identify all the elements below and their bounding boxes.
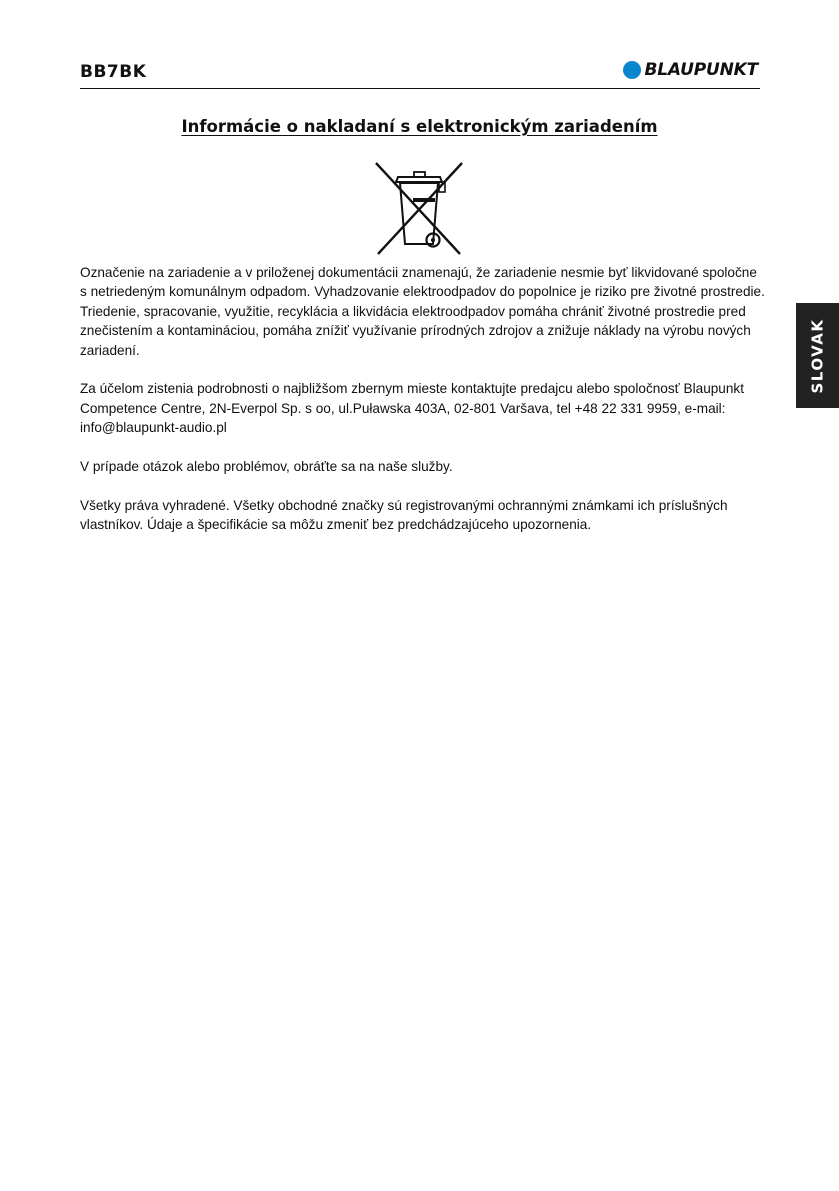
language-tab-label: SLOVAK xyxy=(808,318,827,393)
model-number: BB7BK xyxy=(80,62,147,82)
paragraph-service-info: V prípade otázok alebo problémov, obráťte sa na naše služby. xyxy=(80,459,453,475)
page-header xyxy=(80,56,760,89)
paragraph-disposal-info: Označenie na zariadenie a v priloženej dokumentácii znamenajú, že zariadenie nesmie byť likvidované spoločne s netriedeným komunálnym odpadom. Vyhadzovanie elektroodpadov do popolnice je riziko pre životné prostredie. Triedenie, spracovanie, využitie, recyklácia a likvidácia elektroodpadov pomáha chrániť životné prostredie pred znečistením a kontamináciou, pomáha znížiť využívanie prírodných zdrojov a znižuje náklady na výrobu nových zariadení. xyxy=(80,265,765,358)
paragraph-contact-info: Za účelom zistenia podrobnosti o najbližšom zbernym mieste kontaktujte predajcu alebo spoločnosť Blaupunkt Competence Centre, 2N-Everpol Sp. s oo, ul.Puławska 403A, 02-801 Varšava, tel +48 22 331 9959, e-mail: info@blaupunkt-audio.pl xyxy=(80,381,745,436)
brand-logo xyxy=(623,59,758,81)
paragraph-rights-info: Všetky práva vyhradené. Všetky obchodné značky sú registrovanými ochrannými známkami ich príslušných vlastníkov. Údaje a špecifikácie sa môžu zmeniť bez predchádzajúceho upozornenia. xyxy=(80,497,728,533)
brand-dot-icon xyxy=(623,61,641,79)
language-tab xyxy=(796,303,839,408)
page-title: Informácie o nakladaní s elektronickým zariadením xyxy=(181,117,658,136)
brand-name: BLAUPUNKT xyxy=(644,60,758,80)
body-text xyxy=(80,263,765,554)
crossed-out-wheelie-bin-icon xyxy=(372,160,467,257)
